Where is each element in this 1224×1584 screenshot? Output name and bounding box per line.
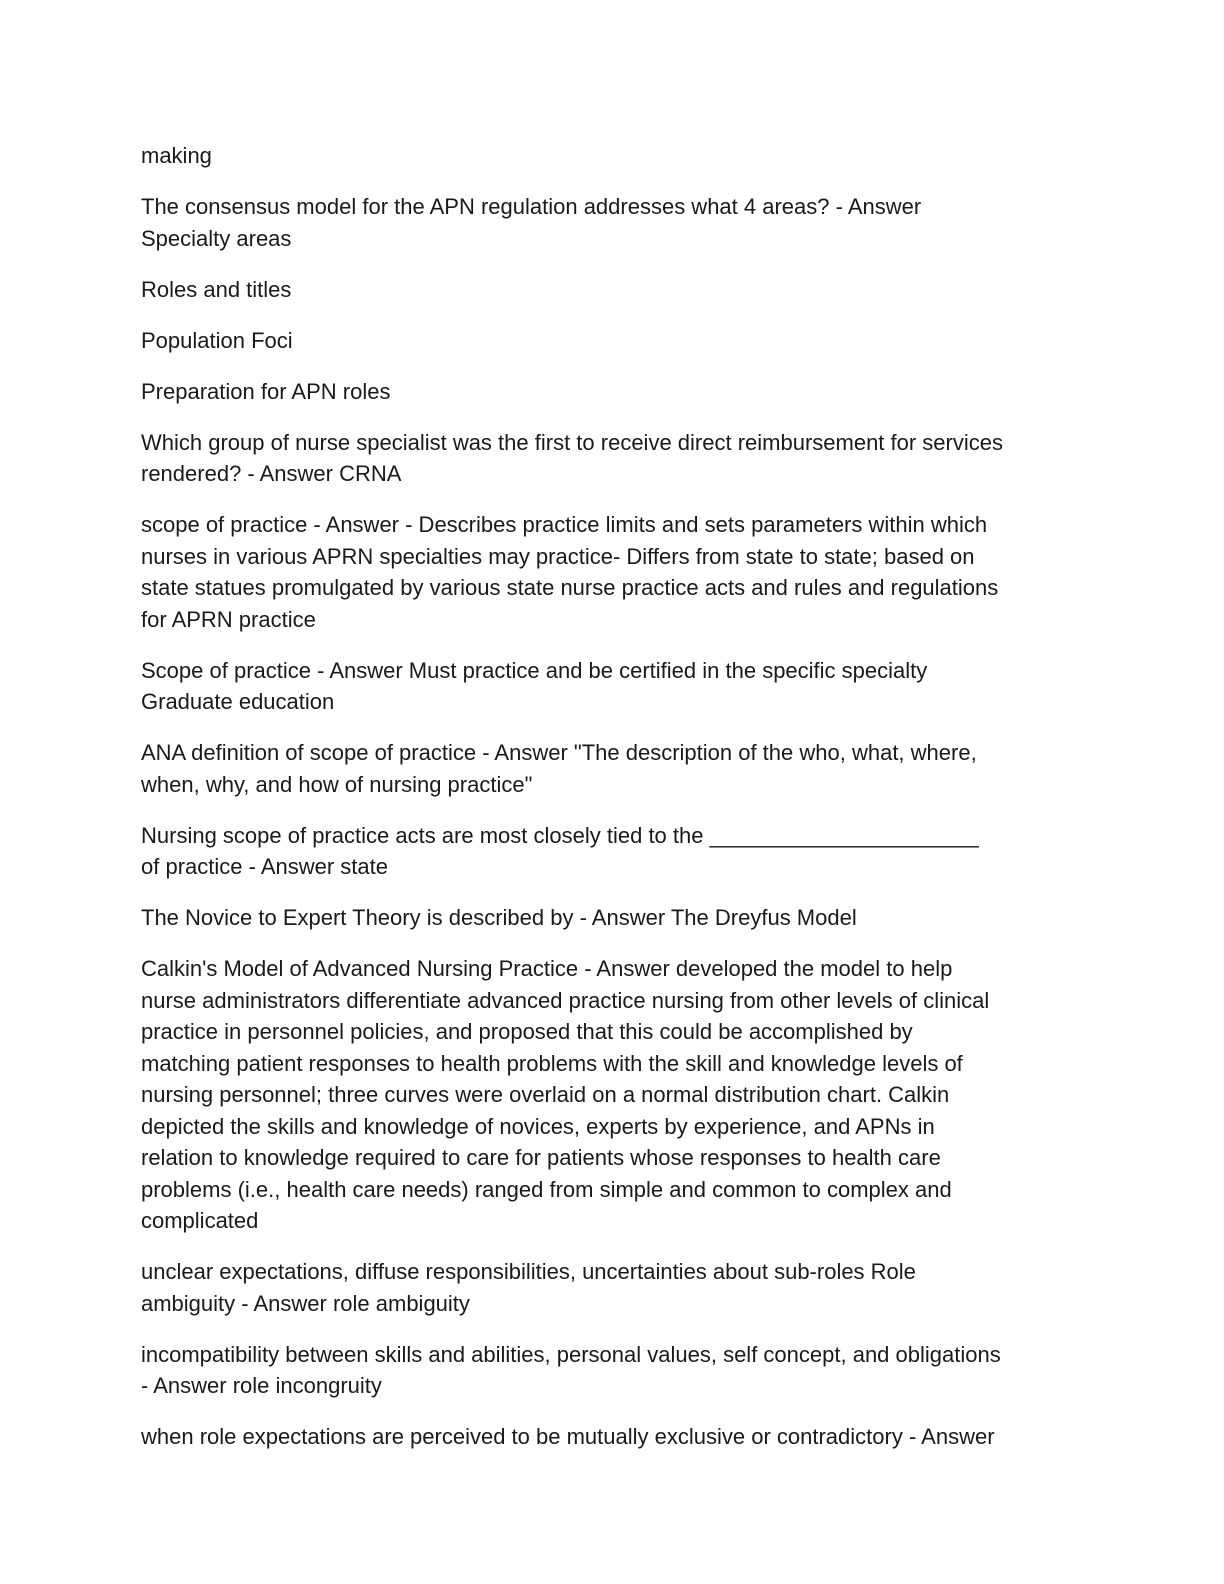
- text-line: rendered? - Answer CRNA: [141, 461, 402, 486]
- text-line: scope of practice - Answer - Describes practice limits and sets parameters within which: [141, 512, 988, 537]
- text-line: nurses in various APRN specialties may practice- Differs from state to state; based on: [141, 543, 975, 569]
- text-line: nurse administrators differentiate advanced practice nursing from other levels of clinical: [141, 987, 990, 1013]
- text-line: problems (i.e., health care needs) ranged from simple and common to complex and: [141, 1176, 952, 1202]
- text-line: depicted the skills and knowledge of novices, experts by experience, and APNs in: [141, 1113, 935, 1139]
- paragraph: [141, 1339, 1086, 1402]
- text-line: when, why, and how of nursing practice": [141, 771, 533, 797]
- text-line: Population Foci: [141, 327, 293, 353]
- paragraph: [141, 1421, 1086, 1453]
- text-line: complicated: [141, 1208, 259, 1233]
- text-line: making: [141, 143, 212, 168]
- text-line: relation to knowledge required to care for patients whose responses to health care: [141, 1145, 941, 1170]
- text-line: Specialty areas: [141, 225, 292, 251]
- paragraph: [141, 140, 1086, 172]
- paragraph: [141, 737, 1086, 800]
- paragraph: [141, 509, 1086, 635]
- text-line: Nursing scope of practice acts are most closely tied to the ______________________: [141, 822, 979, 848]
- text-line: ANA definition of scope of practice - Answer "The description of the who, what, where,: [141, 740, 977, 765]
- text-line: Preparation for APN roles: [141, 378, 391, 404]
- paragraph: [141, 325, 1086, 357]
- text-line: nursing personnel; three curves were overlaid on a normal distribution chart. Calkin: [141, 1082, 950, 1107]
- text-line: incompatibility between skills and abilities, personal values, self concept, and obligations: [141, 1341, 1001, 1367]
- text-line: matching patient responses to health problems with the skill and knowledge levels of: [141, 1050, 963, 1076]
- text-line: for APRN practice: [141, 606, 316, 632]
- paragraph: [141, 274, 1086, 306]
- text-line: The consensus model for the APN regulation addresses what 4 areas? - Answer: [141, 194, 922, 219]
- paragraph: [141, 820, 1086, 883]
- text-line: ambiguity - Answer role ambiguity: [141, 1290, 470, 1316]
- text-line: of practice - Answer state: [141, 854, 388, 879]
- paragraph: [141, 902, 1086, 934]
- text-line: Which group of nurse specialist was the first to receive direct reimbursement for services: [141, 429, 1003, 455]
- paragraph: [141, 1256, 1086, 1319]
- text-line: The Novice to Expert Theory is described by - Answer The Dreyfus Model: [141, 905, 857, 930]
- text-line: Graduate education: [141, 689, 335, 714]
- paragraph: [141, 427, 1086, 490]
- text-line: when role expectations are perceived to be mutually exclusive or contradictory - Answer: [141, 1424, 995, 1449]
- text-line: state statues promulgated by various state nurse practice acts and rules and regulations: [141, 575, 999, 600]
- document-page: [141, 140, 1086, 1472]
- text-line: Roles and titles: [141, 276, 292, 302]
- text-line: Scope of practice - Answer Must practice and be certified in the specific specialty: [141, 657, 928, 683]
- paragraph: [141, 376, 1086, 408]
- text-line: Calkin's Model of Advanced Nursing Practice - Answer developed the model to help: [141, 956, 953, 981]
- paragraph: [141, 191, 1086, 254]
- text-line: unclear expectations, diffuse responsibilities, uncertainties about sub-roles Role: [141, 1259, 916, 1284]
- text-line: practice in personnel policies, and proposed that this could be accomplished by: [141, 1019, 913, 1044]
- text-line: - Answer role incongruity: [141, 1373, 382, 1398]
- paragraph: [141, 953, 1086, 1237]
- paragraph: [141, 655, 1086, 718]
